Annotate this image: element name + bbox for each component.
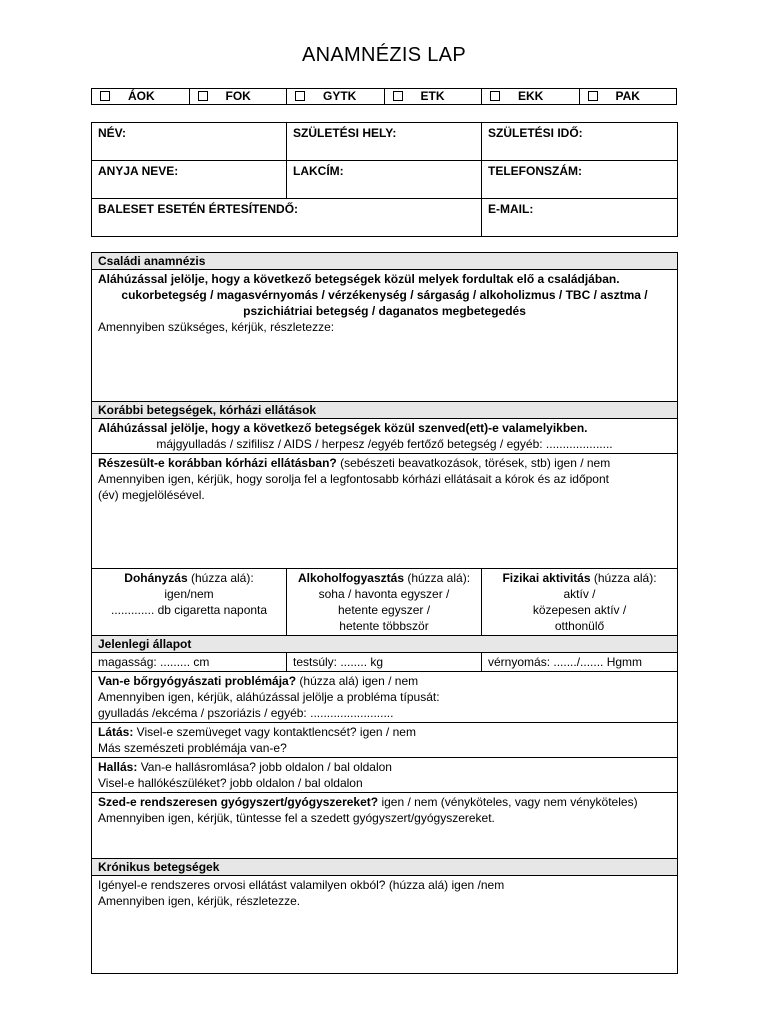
previous-options: májgyulladás / szifilisz / AIDS / herpesz /egyéb fertőző betegség / egyéb: .................... (156, 437, 613, 451)
emergency-contact-field[interactable] (92, 199, 482, 237)
faculty-label: PAK (615, 89, 640, 103)
checkbox-icon[interactable] (198, 91, 208, 101)
family-details-prompt: Amennyiben szükséges, kérjük, részletezze: (98, 320, 335, 334)
alcohol-field[interactable] (287, 569, 482, 636)
activity-hint: (húzza alá): (590, 571, 657, 585)
field-label: BALESET ESETÉN ÉRTESÍTENDŐ: (98, 202, 299, 216)
hearing-label: Hallás: (98, 760, 138, 774)
vision-label: Látás: (98, 725, 134, 739)
family-question: Aláhúzással jelölje, hogy a következő betegségek közül melyek fordultak elő a családjában. (98, 272, 620, 286)
field-label: E-MAIL: (488, 202, 534, 216)
meds-question-bold: Szed-e rendszeresen gyógyszert/gyógyszereket? (98, 795, 379, 809)
faculty-option-fok[interactable] (189, 89, 287, 105)
hospital-line-2: Amennyiben igen, kérjük, hogy sorolja fel a legfontosabb kórházi ellátásait a kórok és az időpont (98, 472, 609, 486)
phone-field[interactable] (482, 161, 678, 199)
field-label: ANYJA NEVE: (98, 164, 179, 178)
medication-field[interactable] (92, 793, 678, 859)
faculty-label: ÁOK (128, 89, 155, 103)
checkbox-icon[interactable] (490, 91, 500, 101)
activity-option-2: közepesen aktív / (532, 603, 627, 617)
address-field[interactable] (287, 161, 482, 199)
faculty-label: ETK (420, 89, 445, 103)
hearing-line-2: Visel-e hallókészüléket? jobb oldalon / bal oldalon (98, 776, 363, 790)
hospital-question-bold: Részesült-e korábban kórházi ellátásban? (98, 456, 337, 470)
chronic-details-prompt: Amennyiben igen, kérjük, részletezze. (98, 894, 301, 908)
section-header-current: Jelenlegi állapot (92, 636, 678, 653)
hospital-question-rest: (sebészeti beavatkozások, törések, stb) igen / nem (336, 456, 611, 470)
smoking-label: Dohányzás (124, 571, 188, 585)
meds-question-rest: igen / nem (vényköteles, vagy nem vényköteles) (378, 795, 638, 809)
field-label: SZÜLETÉSI IDŐ: (488, 126, 583, 140)
alcohol-label: Alkoholfogyasztás (297, 571, 404, 585)
chronic-question: Igényel-e rendszeres orvosi ellátást valamilyen okból? (húzza alá) igen /nem (98, 878, 505, 892)
faculty-option-etk[interactable] (384, 89, 482, 105)
vision-field[interactable] (92, 723, 678, 758)
activity-field[interactable] (482, 569, 678, 636)
checkbox-icon[interactable] (295, 91, 305, 101)
activity-option-1: aktív / (563, 587, 596, 601)
checkbox-icon[interactable] (588, 91, 598, 101)
weight-field[interactable]: testsúly: ........ kg (287, 653, 482, 672)
previous-diseases-field[interactable] (92, 419, 678, 454)
alcohol-option-2: hetente egyszer / (337, 603, 431, 617)
anamnesis-table (91, 252, 678, 974)
birth-place-field[interactable] (287, 123, 482, 161)
smoking-options: igen/nem (164, 587, 214, 601)
field-label: LAKCÍM: (293, 164, 344, 178)
skin-question-rest: (húzza alá) igen / nem (296, 674, 419, 688)
field-label: SZÜLETÉSI HELY: (293, 126, 397, 140)
faculty-option-ekk[interactable] (482, 89, 580, 105)
previous-question: Aláhúzással jelölje, hogy a következő betegségek közül szenved(ett)-e valamelyikben. (98, 421, 588, 435)
vision-line-2: Más szemészeti problémája van-e? (98, 741, 287, 755)
field-label: NÉV: (98, 126, 127, 140)
hospital-care-field[interactable] (92, 454, 678, 569)
faculty-label: FOK (225, 89, 251, 103)
family-history-field[interactable] (92, 270, 678, 402)
alcohol-option-1: soha / havonta egyszer / (318, 587, 450, 601)
faculty-selector (91, 88, 677, 105)
family-options-line-2: pszichiátriai betegség / daganatos megbetegedés (243, 304, 526, 318)
hospital-question (98, 455, 671, 471)
personal-data-table (91, 122, 678, 237)
smoking-hint: (húzza alá): (187, 571, 254, 585)
mother-name-field[interactable] (92, 161, 287, 199)
dermatology-field[interactable] (92, 672, 678, 723)
name-field[interactable] (92, 123, 287, 161)
birth-date-field[interactable] (482, 123, 678, 161)
section-header-previous: Korábbi betegségek, kórházi ellátások (92, 402, 678, 419)
email-field[interactable] (482, 199, 678, 237)
skin-line-3: gyulladás /ekcéma / pszoriázis / egyéb: ......................... (98, 706, 394, 720)
faculty-label: GYTK (323, 89, 357, 103)
checkbox-icon[interactable] (393, 91, 403, 101)
faculty-label: EKK (518, 89, 544, 103)
faculty-option-gytk[interactable] (287, 89, 385, 105)
smoking-count: ............. db cigaretta naponta (110, 603, 268, 617)
activity-option-3: otthonülő (554, 619, 605, 633)
checkbox-icon[interactable] (100, 91, 110, 101)
hearing-question: Van-e hallásromlása? jobb oldalon / bal oldalon (137, 760, 392, 774)
meds-line-2: Amennyiben igen, kérjük, tüntesse fel a szedett gyógyszert/gyógyszereket. (98, 811, 495, 825)
faculty-option-aok[interactable] (92, 89, 190, 105)
activity-label: Fizikai aktivitás (502, 571, 591, 585)
skin-question-bold: Van-e bőrgyógyászati problémája? (98, 674, 297, 688)
page-title: ANAMNÉZIS LAP (302, 44, 466, 66)
section-header-family: Családi anamnézis (92, 253, 678, 270)
hearing-field[interactable] (92, 758, 678, 793)
chronic-diseases-field[interactable] (92, 876, 678, 974)
vision-question: Visel-e szemüveget vagy kontaktlencsét? igen / nem (133, 725, 416, 739)
faculty-option-pak[interactable] (579, 89, 677, 105)
field-label: TELEFONSZÁM: (488, 164, 582, 178)
family-options-line-1: cukorbetegség / magasvérnyomás / vérzékenység / sárgaság / alkoholizmus / TBC / asztma / (121, 288, 648, 302)
alcohol-hint: (húzza alá): (404, 571, 471, 585)
smoking-field[interactable] (92, 569, 287, 636)
skin-line-2: Amennyiben igen, kérjük, aláhúzással jelölje a probléma típusát: (98, 690, 440, 704)
blood-pressure-field[interactable]: vérnyomás: ......./....... Hgmm (482, 653, 678, 672)
hospital-line-3: (év) megjelölésével. (98, 488, 205, 502)
alcohol-option-3: hetente többször (339, 619, 429, 633)
section-header-chronic: Krónikus betegségek (92, 859, 678, 876)
height-field[interactable]: magasság: ......... cm (92, 653, 287, 672)
